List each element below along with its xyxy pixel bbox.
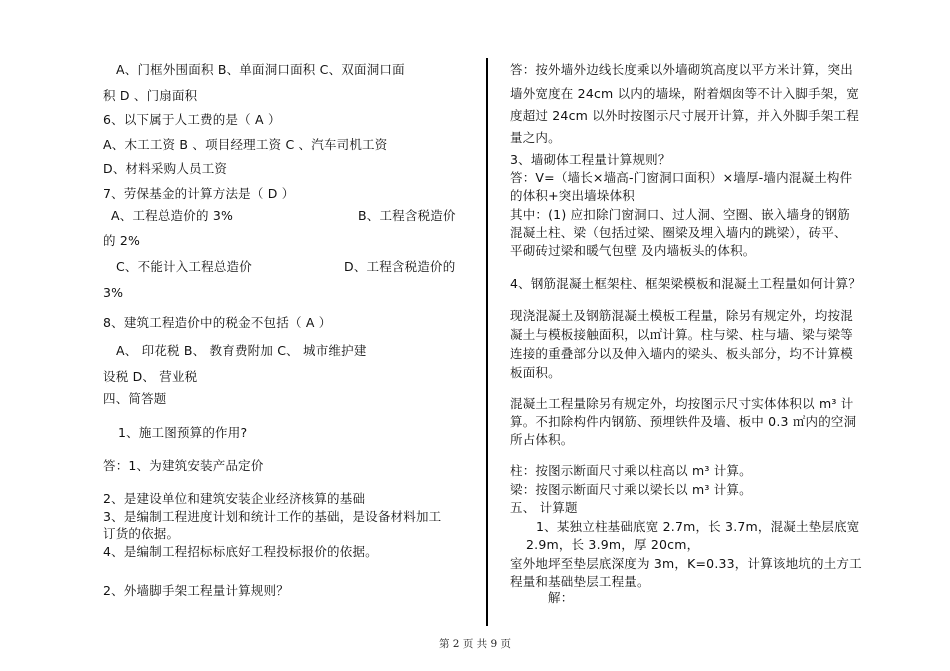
text-line: 积 D 、门扇面积: [103, 88, 198, 103]
text-line: 设税 D、 营业税: [103, 369, 198, 384]
section-heading: 五、 计算题: [510, 500, 578, 515]
text-line: 订货的依据。: [103, 526, 180, 541]
text-line: 量之内。: [510, 130, 561, 145]
text-line: 3、是编制工程进度计划和统计工作的基础，是设备材料加工: [103, 509, 442, 524]
text-line: 3%: [103, 285, 124, 300]
text-line: 度超过 24cm 以外时按图示尺寸展开计算，并入外脚手架工程: [510, 108, 859, 123]
text-line: 混凝土柱、梁（包括过梁、圈梁及埋入墙内的跳梁），砖平、: [510, 225, 847, 240]
text-line: 程量和基础垫层工程量。: [510, 574, 650, 589]
text-line: 8、建筑工程造价中的税金不包括（ A ）: [103, 315, 332, 330]
text-line: C、不能计入工程总造价: [116, 259, 252, 274]
text-line: 解：: [548, 590, 574, 605]
question-heading: 3、墙砌体工程量计算规则？: [510, 152, 671, 167]
column-divider: [486, 58, 488, 626]
section-heading: 四、简答题: [103, 391, 167, 406]
text-line: 的体积+突出墙垛体积: [510, 188, 635, 203]
text-line: D、材料采购人员工资: [103, 161, 228, 176]
text-line: 4、是编制工程招标标底好工程投标报价的依据。: [103, 544, 378, 559]
text-line: A、 印花税 B、 教育费附加 C、 城市维护建: [116, 343, 367, 358]
text-line: 1、某独立柱基础底宽 2.7m，长 3.7m，混凝土垫层底宽: [536, 519, 860, 534]
text-line: 梁：按图示断面尺寸乘以梁长以 m³ 计算。: [510, 482, 752, 497]
question-heading: 4、钢筋混凝土框架柱、框架梁模板和混凝土工程量如何计算？: [510, 276, 862, 291]
text-line: B、工程含税造价: [358, 208, 456, 223]
text-line: 2、是建设单位和建筑安装企业经济核算的基础: [103, 491, 366, 506]
question-heading: 1、施工图预算的作用?: [118, 425, 248, 440]
text-line: 室外地坪至垫层底深度为 3m，K=0.33，计算该地坑的土方工: [510, 556, 862, 571]
text-line: 答：1、为建筑安装产品定价: [103, 458, 264, 473]
text-line: 凝土与模板接触面积，以㎡计算。柱与梁、柱与墙、梁与梁等: [510, 327, 853, 342]
text-line: 连接的重叠部分以及伸入墙内的梁头、板头部分，均不计算模: [510, 346, 853, 361]
text-line: 算。不扣除构件内钢筋、预埋铁件及墙、板中 0.3 ㎡内的空洞: [510, 414, 857, 429]
text-line: D、工程含税造价的: [344, 259, 456, 274]
text-line: 柱：按图示断面尺寸乘以柱高以 m³ 计算。: [510, 463, 752, 478]
text-line: 2.9m，长 3.9m，厚 20cm，: [526, 537, 700, 552]
text-line: 墙外宽度在 24cm 以内的墙垛，附着烟囱等不计入脚手架，宽: [510, 86, 859, 101]
text-line: 混凝土工程量除另有规定外，均按图示尺寸实体体积以 m³ 计: [510, 396, 854, 411]
text-line: A、工程总造价的 3%: [111, 208, 234, 223]
text-line: 答：按外墙外边线长度乘以外墙砌筑高度以平方米计算，突出: [510, 62, 853, 77]
text-line: 的 2%: [103, 233, 141, 248]
text-line: 板面积。: [510, 365, 561, 380]
question-heading: 2、外墙脚手架工程量计算规则？: [103, 583, 289, 598]
text-line: 6、以下属于人工费的是（ A ）: [103, 112, 281, 127]
page-number-footer: 第 2 页 共 9 页: [438, 638, 512, 650]
text-line: A、门框外围面积 B、单面洞口面积 C、双面洞口面: [116, 62, 405, 77]
text-line: 平砌砖过梁和暖气包壁 及内墙板头的体积。: [510, 243, 756, 258]
text-line: 答：V=（墙长×墙高-门窗洞口面积）×墙厚-墙内混凝土构件: [510, 170, 853, 185]
text-line: 现浇混凝土及钢筋混凝土模板工程量，除另有规定外，均按混: [510, 308, 853, 323]
text-line: 7、劳保基金的计算方法是（ D ）: [103, 186, 295, 201]
text-line: 所占体积。: [510, 432, 574, 447]
text-line: 其中：(1) 应扣除门窗洞口、过人洞、空圈、嵌入墙身的钢筋: [510, 207, 850, 222]
text-line: A、木工工资 B 、项目经理工资 C 、汽车司机工资: [103, 137, 388, 152]
